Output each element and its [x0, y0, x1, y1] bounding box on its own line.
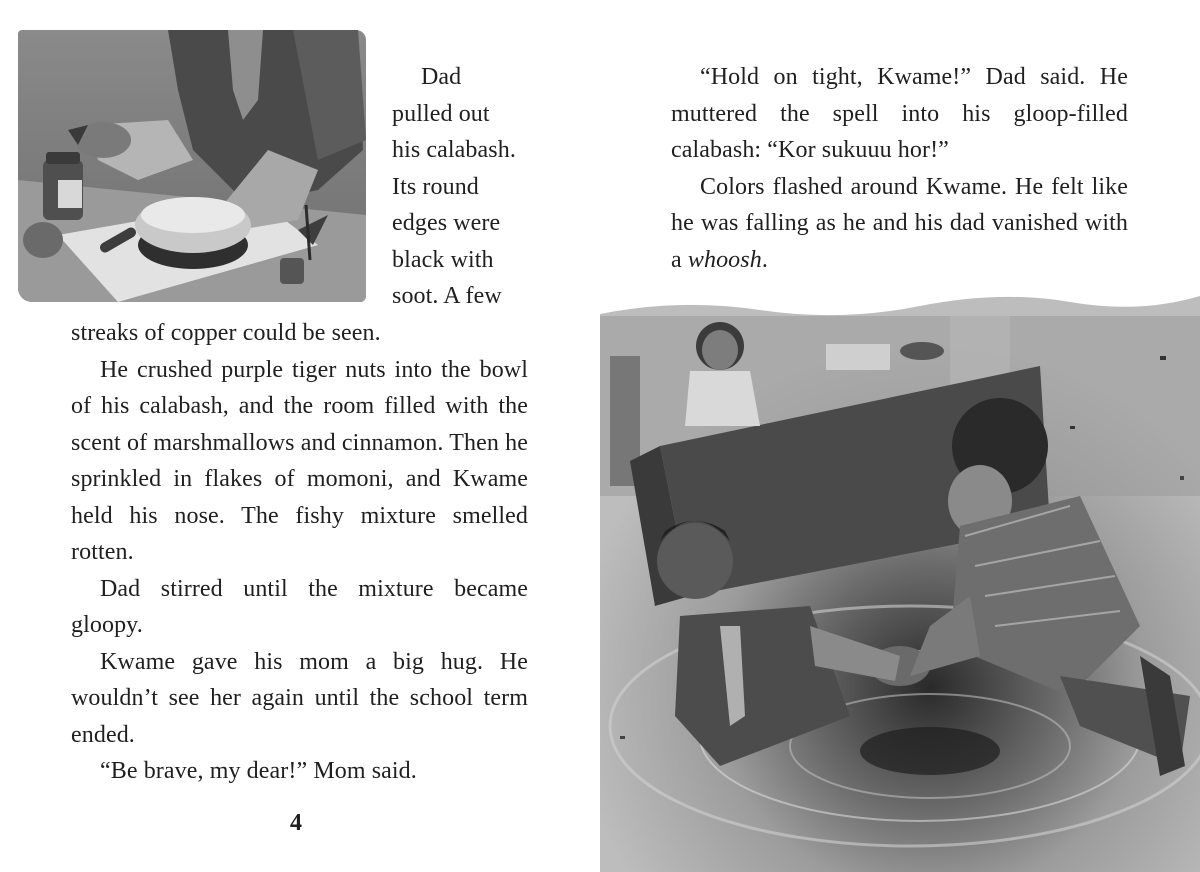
page-number: 4	[290, 810, 302, 836]
wrap-line: edges were	[392, 210, 501, 236]
wrap-text-column	[392, 59, 532, 315]
vortex-illustration	[600, 296, 1200, 872]
wrap-line: soot. A few	[392, 283, 502, 309]
paragraph: He crushed purple tiger nuts into the bowl of his calabash, and the room filled with the scent of marshmallows and cinnamon. Then he sprinkled in flakes of momoni, and Kwame held his nose. The fishy mixture smelled rotten.	[71, 356, 528, 565]
paragraph	[671, 169, 1128, 279]
emphasis-text: whoosh	[687, 246, 762, 273]
paragraph: Kwame gave his mom a big hug. He wouldn’t see her again until the school term ended.	[71, 648, 528, 748]
wrap-line: black with	[392, 246, 494, 273]
wrap-line: Dad	[421, 64, 462, 90]
left-body-text	[71, 315, 528, 790]
wrap-line: Its round	[392, 173, 479, 200]
wrap-line: pulled out	[392, 100, 490, 127]
paragraph: streaks of copper could be seen.	[71, 320, 381, 346]
right-page	[600, 0, 1200, 872]
paragraph: “Hold on tight, Kwame!” Dad said. He muttered the spell into his gloop-filled calabash: “Kor sukuuu hor!”	[671, 64, 1128, 163]
paragraph: “Be brave, my dear!” Mom said.	[100, 758, 417, 784]
dad-calabash-illustration	[18, 30, 366, 302]
paragraph-text: Colors flashed around Kwame. He felt like he was falling as he and his dad vanished with a	[671, 173, 1128, 273]
paragraph: Dad stirred until the mixture became gloopy.	[71, 575, 528, 638]
right-body-text	[671, 59, 1128, 278]
paragraph-end: .	[761, 246, 768, 273]
wrap-line: his calabash.	[392, 137, 516, 163]
